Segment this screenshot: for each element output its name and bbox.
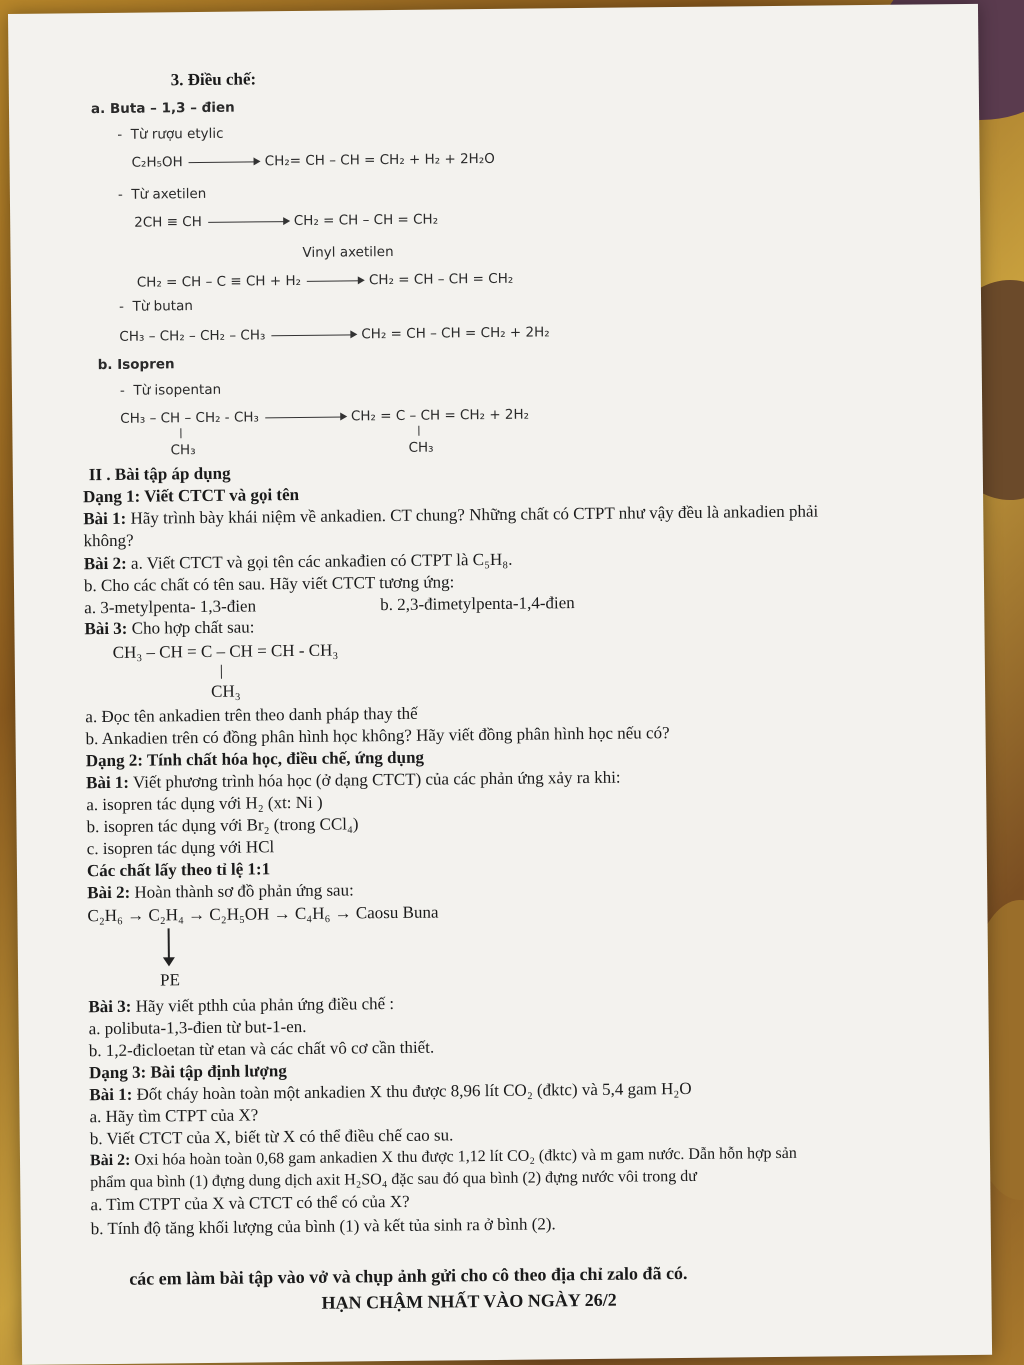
- d2-bai3-a: a. polibuta-1,3-đien từ but-1-en.: [88, 1016, 307, 1039]
- d2-bai3-label: Bài 3:: [88, 996, 132, 1017]
- exercises-title: II . Bài tập áp dụng: [88, 463, 231, 485]
- d2-bai2-chain: C₂H₆ → C₂H₄ → C₂H₅OH → C₄H₆ → Caosu Buna: [87, 902, 439, 926]
- d2-bai2: [87, 880, 354, 903]
- d2-bai3: [88, 994, 394, 1017]
- d1-bai2-label: Bài 2:: [83, 553, 127, 574]
- d2-bai1-label: Bài 1:: [85, 772, 130, 793]
- d1-bai1-cont: không?: [83, 530, 134, 551]
- eq1-right: CH₂= CH – CH = CH₂ + H₂ + 2H₂O: [264, 150, 495, 170]
- reaction-arrow-icon: [189, 161, 259, 163]
- d2-ratio-note: Các chất lấy theo tỉ lệ 1:1: [86, 859, 271, 881]
- reaction-arrow-icon: [307, 280, 363, 282]
- footer-instruction: các em làm bài tập vào vở và chụp ảnh gửi cho cô theo địa chỉ zalo đã có.: [129, 1262, 688, 1289]
- d1-bai3-a: a. Đọc tên ankadien trên theo danh pháp thay thế: [85, 703, 418, 727]
- equation-vinyl: [137, 269, 514, 293]
- d1-bai3-label: Bài 3:: [84, 618, 128, 639]
- d2-bai1: [86, 768, 621, 794]
- d2-bai1-b: b. isopren tác dụng với Br₂ (trong CCl₄): [86, 814, 359, 837]
- eq3-right: CH₂ = CH – CH = CH₂: [368, 270, 514, 289]
- d1-bai2-text: a. Viết CTCT và gọi tên các ankađien có CTPT là C₅H₈.: [130, 549, 513, 573]
- branch-bond-line: [180, 428, 181, 438]
- eq2-right: CH₂ = CH – CH = CH₂: [293, 211, 439, 230]
- d1-bai3: [84, 617, 254, 639]
- bullet-from-isopentane: - Từ isopentan: [119, 381, 222, 399]
- part-a-heading: a. Buta – 1,3 – đien: [90, 99, 235, 118]
- dang2-heading: Dạng 2: Tính chất hóa học, điều chế, ứng dụng: [85, 747, 425, 771]
- d1-bai3-formula: CH₃ – CH = C – CH = CH - CH₃: [112, 640, 339, 662]
- d2-bai1-c: c. isopren tác dụng với HCl: [86, 837, 275, 859]
- footer-deadline: HẠN CHẬM NHẤT VÀO NGÀY 26/2: [321, 1289, 617, 1313]
- bullet-from-acetylene: - Từ axetilen: [117, 185, 207, 203]
- d3-bai1: [89, 1079, 691, 1105]
- reaction-arrow-icon: [265, 416, 345, 418]
- bullet-from-butane: - Từ butan: [118, 298, 193, 315]
- branch-bond-line: [418, 426, 419, 436]
- d1-bai2-b-b: b. 2,3-đimetylpenta-1,4-đien: [380, 593, 575, 615]
- dang3-heading: Dạng 3: Bài tập định lượng: [88, 1061, 287, 1083]
- d3-bai2-b: b. Tính độ tăng khối lượng của bình (1) và kết tủa sinh ra ở bình (2).: [90, 1214, 556, 1239]
- d1-bai2: [84, 550, 513, 574]
- down-arrow-icon: [168, 928, 170, 958]
- eq5-left: CH₃ – CH – CH₂ - CH₃: [120, 409, 259, 427]
- d3-bai2-cont: phẩm qua bình (1) đựng dung dịch axit H₂SO₄ đặc sau đó qua bình (2) đựng nước vôi trong dư: [90, 1167, 697, 1192]
- isopentane-branch: CH₃: [170, 442, 196, 459]
- d2-bai3-text: Hãy viết pthh của phản ứng điều chế :: [135, 994, 395, 1016]
- from-ethanol-label: Từ rượu etylic: [130, 125, 224, 143]
- section-title: 3. Điều chế:: [170, 69, 257, 90]
- eq3-left: CH₂ = CH – C ≡ CH + H₂: [136, 272, 302, 291]
- d2-bai1-text: Viết phương trình hóa học (ở dạng CTCT) của các phản ứng xảy ra khi:: [132, 767, 621, 792]
- d3-bai1-b: b. Viết CTCT của X, biết từ X có thể điều chế cao su.: [89, 1125, 454, 1149]
- d3-bai2-a: a. Tìm CTPT của X và CTCT có thể có của X?: [90, 1191, 410, 1215]
- equation-acetylene: [134, 210, 438, 233]
- d2-bai3-b: b. 1,2-đicloetan từ etan và các chất vô cơ cần thiết.: [88, 1037, 435, 1061]
- equation-isopentane: [120, 405, 529, 429]
- reaction-arrow-icon: [208, 221, 288, 223]
- d1-bai3-branch: CH₃: [211, 681, 241, 701]
- vinyl-acetylene-label: Vinyl axetilen: [302, 243, 394, 261]
- d1-bai1-label: Bài 1:: [83, 508, 127, 529]
- worksheet-paper: [8, 4, 992, 1365]
- eq4-left: CH₃ – CH₂ – CH₂ – CH₃: [119, 327, 266, 345]
- d1-bai3-b: b. Ankadien trên có đồng phân hình học không? Hãy viết đồng phân hình học nếu có?: [85, 723, 670, 749]
- eq4-right: CH₂ = CH – CH = CH₂ + 2H₂: [361, 324, 550, 343]
- part-b-heading: b. Isopren: [97, 356, 175, 374]
- d3-bai1-a: a. Hãy tìm CTPT của X?: [89, 1105, 259, 1127]
- d3-bai1-label: Bài 1:: [89, 1084, 133, 1105]
- d2-bai2-pe: PE: [160, 970, 181, 990]
- eq2-left: 2CH ≡ CH: [134, 213, 202, 231]
- dang1-heading: Dạng 1: Viết CTCT và gọi tên: [82, 484, 300, 507]
- eq5-right: CH₂ = C – CH = CH₂ + 2H₂: [350, 406, 530, 425]
- bullet-from-ethanol: - Từ rượu etylic: [117, 125, 224, 143]
- isoprene-branch: CH₃: [408, 439, 434, 456]
- from-acetylene-label: Từ axetilen: [131, 185, 207, 203]
- d1-bai1-text: Hãy trình bày khái niệm về ankadien. CT chung? Những chất có CTPT như vậy đều là ankadien phải: [130, 501, 819, 528]
- eq1-left: C₂H₅OH: [131, 154, 183, 171]
- from-isopentane-label: Từ isopentan: [133, 381, 222, 399]
- d1-bai2-b-a: a. 3-metylpenta- 1,3-đien: [84, 596, 257, 618]
- d1-bai3-text: Cho hợp chất sau:: [131, 617, 255, 638]
- from-butane-label: Từ butan: [132, 298, 193, 315]
- equation-ethanol: [131, 149, 494, 173]
- d3-bai2-label: Bài 2:: [89, 1151, 131, 1170]
- d2-bai1-a: a. isopren tác dụng với H₂ (xt: Ni ): [86, 792, 323, 815]
- branch-bond-line: [221, 665, 222, 679]
- d1-bai2-b: b. Cho các chất có tên sau. Hãy viết CTCT tương ứng:: [83, 572, 455, 596]
- d3-bai2-text: Oxi hóa hoàn toàn 0,68 gam ankadien X thu được 1,12 lít CO₂ (đktc) và m gam nước. Dẫn hỗn hợp sản: [134, 1144, 797, 1169]
- d2-bai2-text: Hoàn thành sơ đồ phản ứng sau:: [134, 880, 354, 902]
- equation-butane: [119, 322, 549, 347]
- d2-bai2-label: Bài 2:: [87, 882, 131, 903]
- d3-bai1-text: Đốt cháy hoàn toàn một ankadien X thu được 8,96 lít CO₂ (đktc) và 5,4 gam H₂O: [136, 1078, 692, 1104]
- reaction-arrow-icon: [271, 334, 355, 336]
